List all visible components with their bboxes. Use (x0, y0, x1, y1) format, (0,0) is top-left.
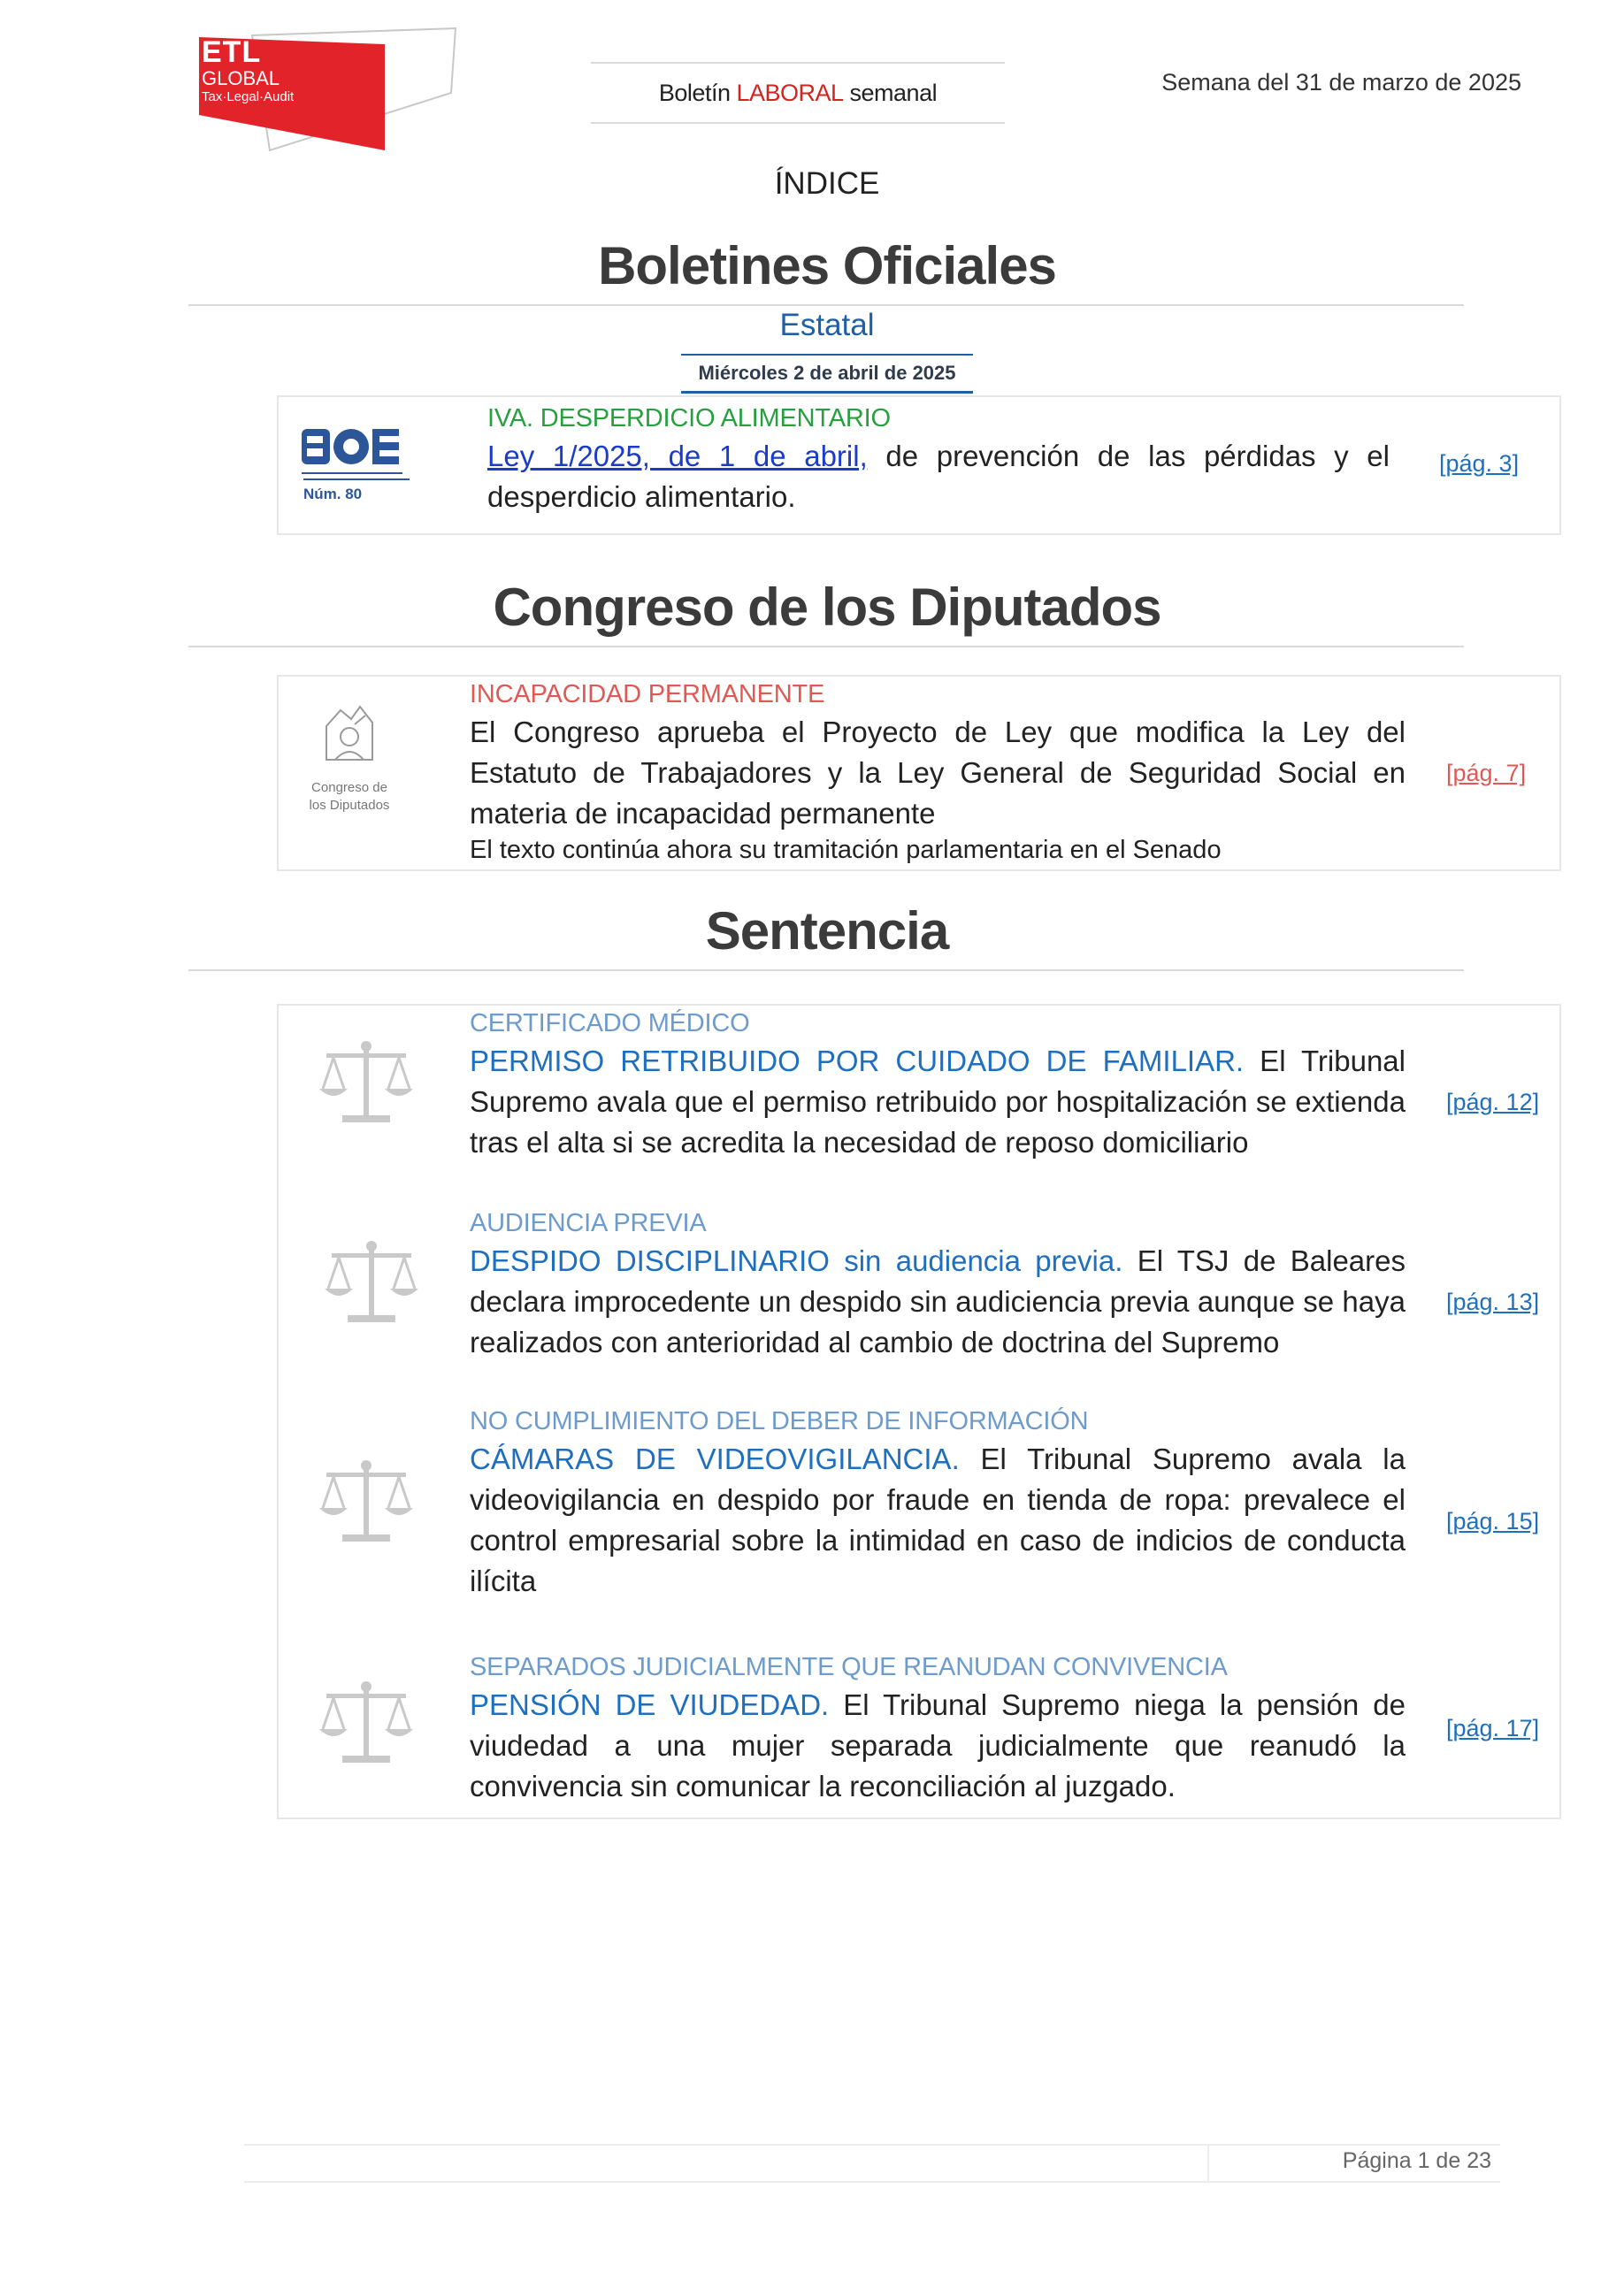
boe-logo-icon (302, 425, 402, 478)
section-divider (188, 969, 1464, 971)
page-number: Página 1 de 23 (1342, 2148, 1491, 2173)
entry-category: INCAPACIDAD PERMANENTE (470, 680, 825, 708)
entry-text: DESPIDO DISCIPLINARIO sin audiencia previa. El TSJ de Baleares declara improcedente un despido sin audiciencia previa aunque se haya realizados con anterioridad al cambio de doctrina del Supremo (470, 1244, 1414, 1358)
sentencia-list (277, 1004, 1561, 1819)
entry-text: Ley 1/2025, de 1 de abril, de prevención de las pérdidas y el desperdicio alimentario. (487, 440, 1398, 513)
section-title-sentencia: Sentencia (705, 901, 949, 960)
bulletin-title: Boletín LABORAL semanal (591, 62, 1005, 124)
entry-category: SEPARADOS JUDICIALMENTE QUE REANUDAN CONVIVENCIA (470, 1653, 1228, 1681)
entry-text: PENSIÓN DE VIUDEDAD. El Tribunal Supremo niega la pensión de viudedad a una mujer separada judicialmente que reanudó la convivencia sin comunicar la reconciliación al juzgado. (470, 1688, 1414, 1802)
entry-text: PERMISO RETRIBUIDO POR CUIDADO DE FAMILIAR. El Tribunal Supremo avala que el permiso retribuido por hospitalización se extienda tras el alta si se acredita la necesidad de reposo domiciliario (470, 1045, 1414, 1159)
scales-of-justice-icon (318, 1674, 415, 1772)
congreso-logo-icon (319, 698, 381, 769)
entry-category: CERTIFICADO MÉDICO (470, 1009, 750, 1037)
subsection-estatal: Estatal (779, 308, 875, 342)
page-link[interactable]: [pág. 7] (1446, 760, 1527, 786)
scales-of-justice-icon (318, 1453, 415, 1550)
boe-logo-rule (303, 478, 410, 480)
law-link[interactable]: Ley 1/2025, de 1 de abril, (487, 440, 868, 472)
section-title-boletines: Boletines Oficiales (598, 236, 1056, 295)
entry-text: El Congreso aprueba el Proyecto de Ley que modifica la Ley del Estatuto de Trabajadores y la Ley General de Seguridad Social en materia de incapacidad permanente (470, 716, 1406, 830)
congreso-entry (277, 675, 1561, 871)
index-title: ÍNDICE (774, 166, 880, 201)
section-title-congreso: Congreso de los Diputados (493, 578, 1161, 637)
entry-note: El texto continúa ahora su tramitación parlamentaria en el Senado (470, 836, 1222, 864)
congreso-logo-label: Congreso de los Diputados (309, 780, 390, 813)
entry-category: NO CUMPLIMIENTO DEL DEBER DE INFORMACIÓN (470, 1407, 1089, 1435)
scales-of-justice-icon (318, 1034, 415, 1131)
entry-category: IVA. DESPERDICIO ALIMENTARIO (487, 404, 891, 432)
section-divider (188, 646, 1464, 647)
section-divider (188, 304, 1464, 306)
week-label: Semana del 31 de marzo de 2025 (1161, 69, 1521, 96)
page-link[interactable]: [pág. 3] (1439, 450, 1520, 477)
entry-text: CÁMARAS DE VIDEOVIGILANCIA. El Tribunal Supremo avala la videovigilancia en despido por fraude en tienda de ropa: prevalece el control empresarial sobre la intimidad en caso de indicios de conducta ilícita (470, 1443, 1414, 1597)
page-link[interactable]: [pág. 13] (1446, 1289, 1540, 1315)
boe-number: Núm. 80 (303, 486, 363, 502)
logo-text: ETL GLOBAL Tax·Legal·Audit (202, 35, 295, 104)
boe-entry (277, 395, 1561, 535)
page-link[interactable]: [pág. 15] (1446, 1508, 1540, 1534)
page-link[interactable]: [pág. 17] (1446, 1715, 1540, 1741)
entry-category: AUDIENCIA PREVIA (470, 1209, 707, 1237)
scales-of-justice-icon (323, 1234, 420, 1331)
page-link[interactable]: [pág. 12] (1446, 1089, 1540, 1115)
footer-separator (1207, 2144, 1209, 2181)
bulletin-date: Miércoles 2 de abril de 2025 (681, 354, 973, 394)
